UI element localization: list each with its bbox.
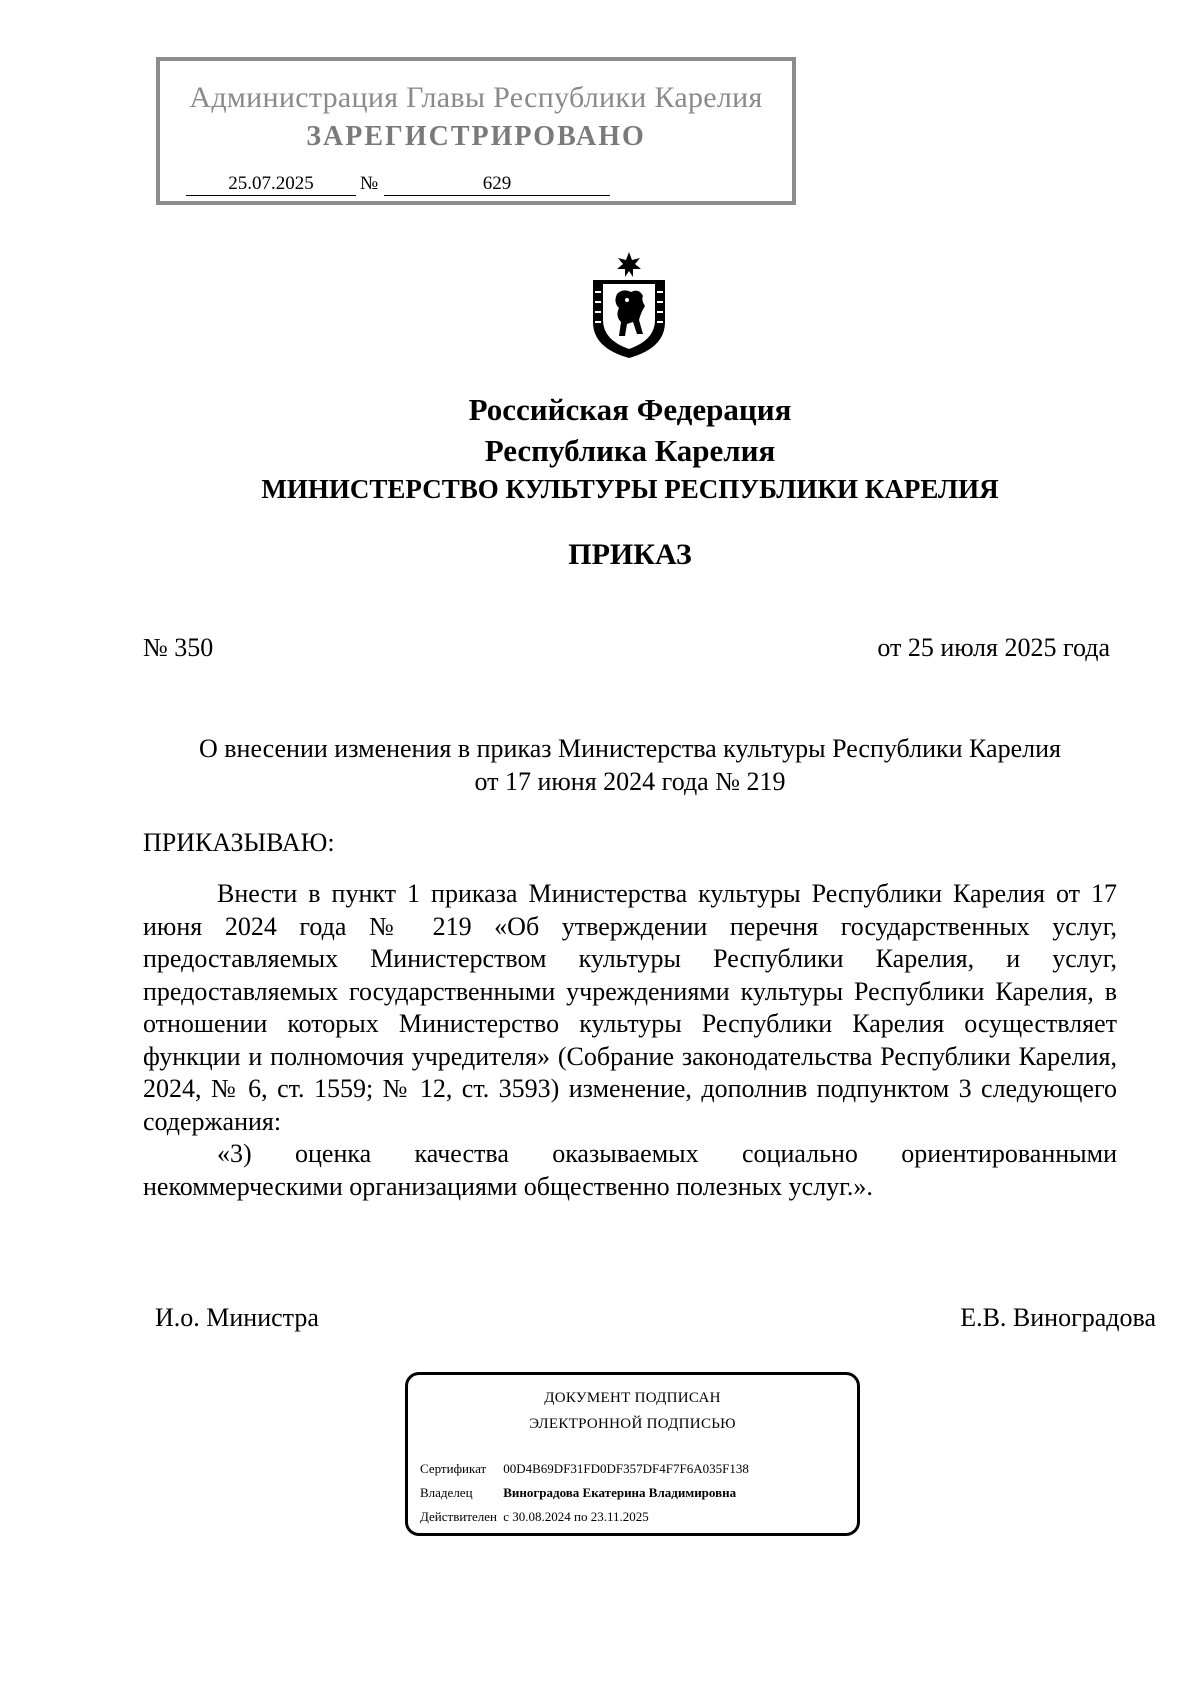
karelia-coat-of-arms-icon xyxy=(583,250,675,360)
stamp-status: ЗАРЕГИСТРИРОВАНО xyxy=(306,121,646,152)
owner-label: Владелец xyxy=(420,1485,473,1500)
esign-validity-row xyxy=(420,1509,649,1525)
registration-stamp xyxy=(156,57,796,205)
stamp-number-label: № xyxy=(360,173,379,194)
esign-heading-1: ДОКУМЕНТ ПОДПИСАН xyxy=(544,1390,721,1406)
stamp-number: 629 xyxy=(384,173,610,196)
country-heading: Российская Федерация xyxy=(468,392,792,427)
signatory-name: Е.В. Виноградова xyxy=(960,1303,1156,1332)
cert-value: 00D4B69DF31FD0DF357DF4F7F6A035F138 xyxy=(503,1461,749,1476)
valid-value: с 30.08.2024 по 23.11.2025 xyxy=(503,1509,649,1524)
order-subject xyxy=(143,732,1117,798)
signatory-title: И.о. Министра xyxy=(155,1303,319,1332)
esign-heading-2: ЭЛЕКТРОННОЙ ПОДПИСЬЮ xyxy=(529,1416,736,1432)
owner-value: Виноградова Екатерина Владимировна xyxy=(503,1485,737,1500)
subject-line-2: от 17 июня 2024 года № 219 xyxy=(474,767,786,796)
esign-owner-row xyxy=(420,1485,736,1501)
order-number: № 350 xyxy=(143,633,214,662)
order-directive: ПРИКАЗЫВАЮ: xyxy=(143,828,335,857)
valid-label: Действителен xyxy=(420,1509,497,1524)
order-body xyxy=(143,878,1117,1203)
cert-label: Сертификат xyxy=(420,1461,487,1476)
body-paragraph-1: Внести в пункт 1 приказа Министерства культуры Республики Карелия от 17 июня 2024 года № 219 «Об утверждении перечня государственных услуг, предоставляемых Министерством культуры Республики Карелия, и услуг, предоставляемых государственными учреждениями культуры Республики Карелия, в отношении которых Министерство культуры Республики Карелия осуществляет функции и полномочия учредителя» (Собрание законодательства Республики Карелия, 2024, № 6, ст. 1559; № 12, ст. 3593) изменение, дополнив подпунктом 3 следующего содержания: xyxy=(143,879,1117,1136)
star-icon xyxy=(617,252,641,277)
ministry-heading: МИНИСТЕРСТВО КУЛЬТУРЫ РЕСПУБЛИКИ КАРЕЛИЯ xyxy=(261,474,999,504)
esign-certificate-row xyxy=(420,1461,749,1477)
subject-line-1: О внесении изменения в приказ Министерства культуры Республики Карелия xyxy=(199,734,1061,763)
electronic-signature-block xyxy=(405,1372,860,1536)
stamp-authority: Администрация Главы Республики Карелия xyxy=(189,81,763,114)
region-heading: Республика Карелия xyxy=(484,433,776,468)
document-type: ПРИКАЗ xyxy=(568,538,692,571)
order-date: от 25 июля 2025 года xyxy=(877,633,1110,662)
stamp-date: 25.07.2025 xyxy=(186,173,356,196)
body-paragraph-2: «3) оценка качества оказываемых социально ориентированными некоммерческими организациями общественно полезных услуг.». xyxy=(143,1139,1117,1201)
